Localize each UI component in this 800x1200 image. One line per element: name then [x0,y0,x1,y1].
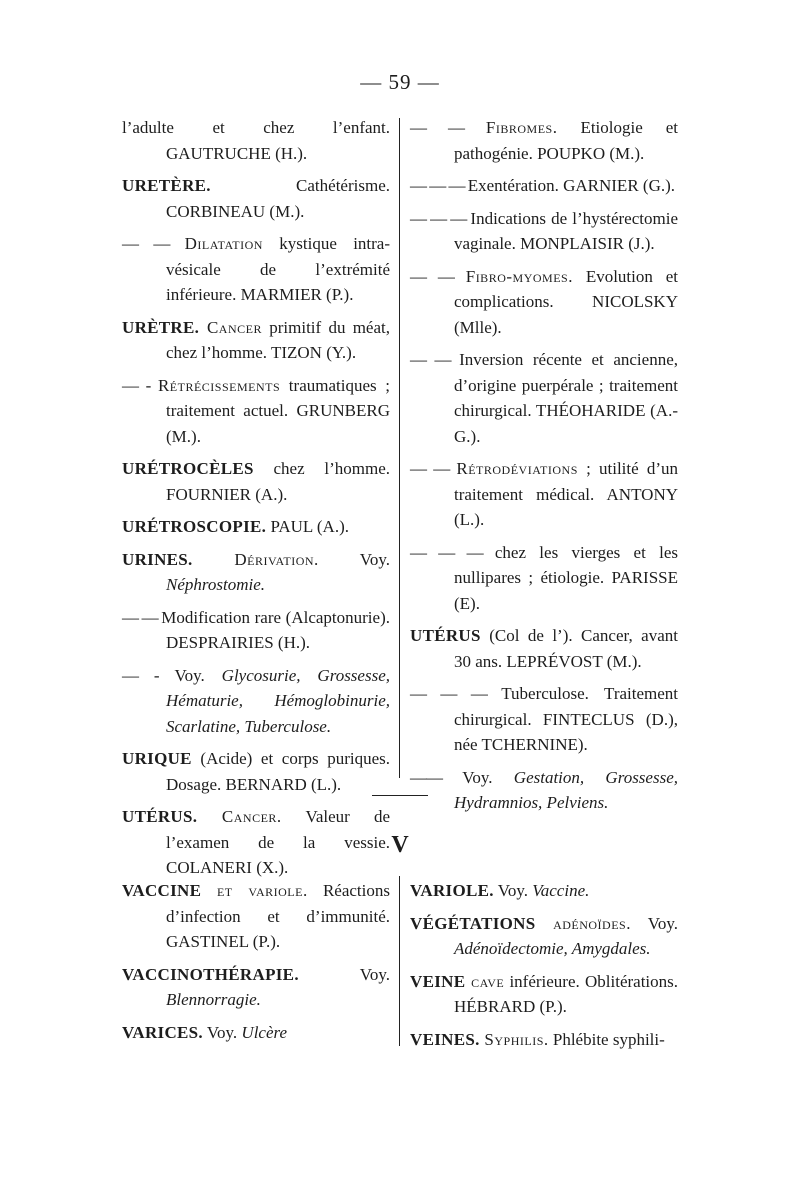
index-entry [122,173,390,224]
index-entry [410,878,678,904]
index-entry [122,605,390,656]
entry-reference: Glycosurie, Grossesse, Hématurie, Hémoglobinurie, Scarlatine, Tuberculose. [166,665,390,736]
entry-dash: — - [122,375,158,395]
entry-text: Voy. [318,549,390,569]
index-entry [122,514,390,540]
index-entry [122,663,390,740]
entry-text: Inversion récente et ancienne, d’origine puerpérale ; traitement chirurgical. THÉOHARIDE (A.-G.). [454,350,678,446]
entry-subject: Fibro-myomes. [465,266,573,286]
index-entry [410,264,678,341]
entry-subject: Cancer [199,317,262,337]
index-entry [122,115,390,166]
entry-dash: — — [122,607,162,627]
entry-text: ; utilité d’un traitement médical. ANTONY (L.). [454,459,679,529]
entry-reference: Adénoïdectomie, Amygdales. [454,939,651,958]
index-entry [122,231,390,308]
entry-text: l’adulte et chez l’enfant. GAUTRUCHE (H.). [122,118,390,163]
index-entry [410,456,678,533]
entry-headword: URETÈRE. [122,176,211,195]
entry-subject: Rétrodéviations [456,459,578,478]
entry-text: kystique intra-vésicale de l’extrémité inférieure. MARMIER (P.). [166,234,391,304]
entry-dash: — — — [410,176,468,195]
entry-text: traumatiques ; traitement actuel. GRUNBERG (M.). [166,375,390,446]
index-entry [122,456,390,507]
entry-headword: URÈTRE. [122,317,200,337]
entry-headword: URINES. [122,549,193,569]
entry-text: Voy. [493,881,533,900]
entry-subject: et variole. [201,881,308,900]
column-divider-top [399,118,400,778]
entry-text: Cathétérisme. CORBINEAU (M.). [166,176,390,221]
entry-text: chez l’homme. FOURNIER (A.). [166,459,390,504]
entry-dash: — — [410,118,486,137]
entry-text: (Acide) et corps puriques. Dosage. BERNARD (L.). [166,749,390,794]
index-entry [122,1020,390,1046]
entry-headword: VACCINE [122,881,202,900]
entry-headword: URÉTROCÈLES [122,459,254,478]
entry-subject: Rétrécissements [157,375,281,395]
entry-reference: Blennorragie. [166,990,261,1009]
entry-text: Tuberculose. Traitement chirurgical. FINTECLUS (D.), née TCHERNINE). [454,684,679,754]
entry-subject: Dérivation. [192,549,319,569]
entry-headword: VARIOLE. [410,881,494,900]
index-entry [122,373,390,450]
entry-dash: — — — [410,684,502,703]
column-right-top [410,115,678,823]
entry-reference: Gestation, Grossesse, Hydramnios, Pelviens. [454,767,678,812]
entry-headword: URIQUE [122,749,192,768]
entry-text: Phlébite syphili- [548,1029,665,1049]
index-entry [410,173,678,199]
entry-headword: VACCINOTHÉRAPIE. [122,964,299,984]
index-entry [410,115,678,166]
index-entry [122,878,390,955]
entry-text: Etiologie et pathogénie. POUPKO (M.). [454,118,678,163]
entry-text: Evolution et complications. NICOLSKY (Mlle). [454,266,679,337]
entry-text: primitif du méat, chez l’homme. TIZON (Y.). [166,317,390,362]
entry-subject: Fibromes. [485,118,558,137]
page-number: — 59 — [360,70,440,94]
entry-text: Voy. [462,767,514,787]
entry-text: (Col de l’). Cancer, avant 30 ans. LEPRÉVOST (M.). [454,626,678,671]
column-right-bottom [410,878,678,1059]
entry-text: Valeur de l’examen de la vessie. COLANERI (X.). [166,807,390,877]
index-entry [410,347,678,449]
index-entry [410,1027,678,1053]
entry-text: Indications de l’hystérectomie vaginale. MONPLAISIR (J.). [454,208,678,253]
entry-headword: VEINES. [410,1029,480,1049]
entry-dash: — — — [410,542,495,562]
entry-headword: URÉTROSCOPIE. [122,517,267,536]
entry-text: inférieure. Oblitérations. HÉBRARD (P.). [454,971,679,1016]
entry-dash: — — [410,350,460,369]
index-entry [122,547,390,598]
entry-subject: Dilatation [184,234,263,253]
entry-dash: — — [122,234,185,253]
entry-dash: —— [410,767,463,787]
entry-text: Réactions d’infection et d’immunité. GASTINEL (P.). [166,881,390,951]
index-entry [410,623,678,674]
entry-headword: VÉGÉTATIONS [410,913,536,933]
index-entry [410,206,678,257]
entry-subject: Syphilis. [479,1029,549,1049]
entry-dash: — - [122,665,175,685]
entry-text: PAUL (A.). [266,517,349,536]
entry-subject: Cancer. [197,807,282,826]
entry-dash: — — — [410,208,471,228]
entry-dash: — — [410,266,466,286]
index-entry [410,911,678,962]
index-entry [410,969,678,1020]
index-entry [410,681,678,758]
entry-reference: Ulcère [241,1022,288,1042]
entry-text: Exentération. GARNIER (G.). [467,176,676,195]
entry-text: Voy. [202,1022,242,1042]
entry-headword: UTÉRUS. [122,807,198,826]
entry-subject: cave [465,971,505,991]
index-entry [410,540,678,617]
entry-dash: — — [410,459,457,478]
index-entry [122,962,390,1013]
entry-reference: Néphrostomie. [166,575,266,594]
entry-text: chez les vierges et les nullipares ; étiologie. PARISSE (E). [454,542,678,613]
entry-headword: VARICES. [122,1022,203,1042]
entry-reference: Vaccine. [532,881,590,900]
entry-headword: VEINE [410,971,466,991]
column-divider-bottom [399,876,400,1046]
column-left-bottom [122,878,390,1052]
column-left-top [122,115,390,888]
entry-text: Modification rare (Alcaptonurie). DESPRAIRIES (H.). [161,607,390,652]
index-entry [122,746,390,797]
entry-text: Voy. [298,964,390,984]
index-entry [122,315,390,366]
index-entry [410,765,678,816]
section-divider [372,795,428,796]
entry-headword: UTÉRUS [410,626,481,645]
entry-text: Voy. [174,665,222,685]
entry-subject: adénoïdes. [535,913,631,933]
entry-text: Voy. [630,913,678,933]
section-letter: V [391,832,409,858]
